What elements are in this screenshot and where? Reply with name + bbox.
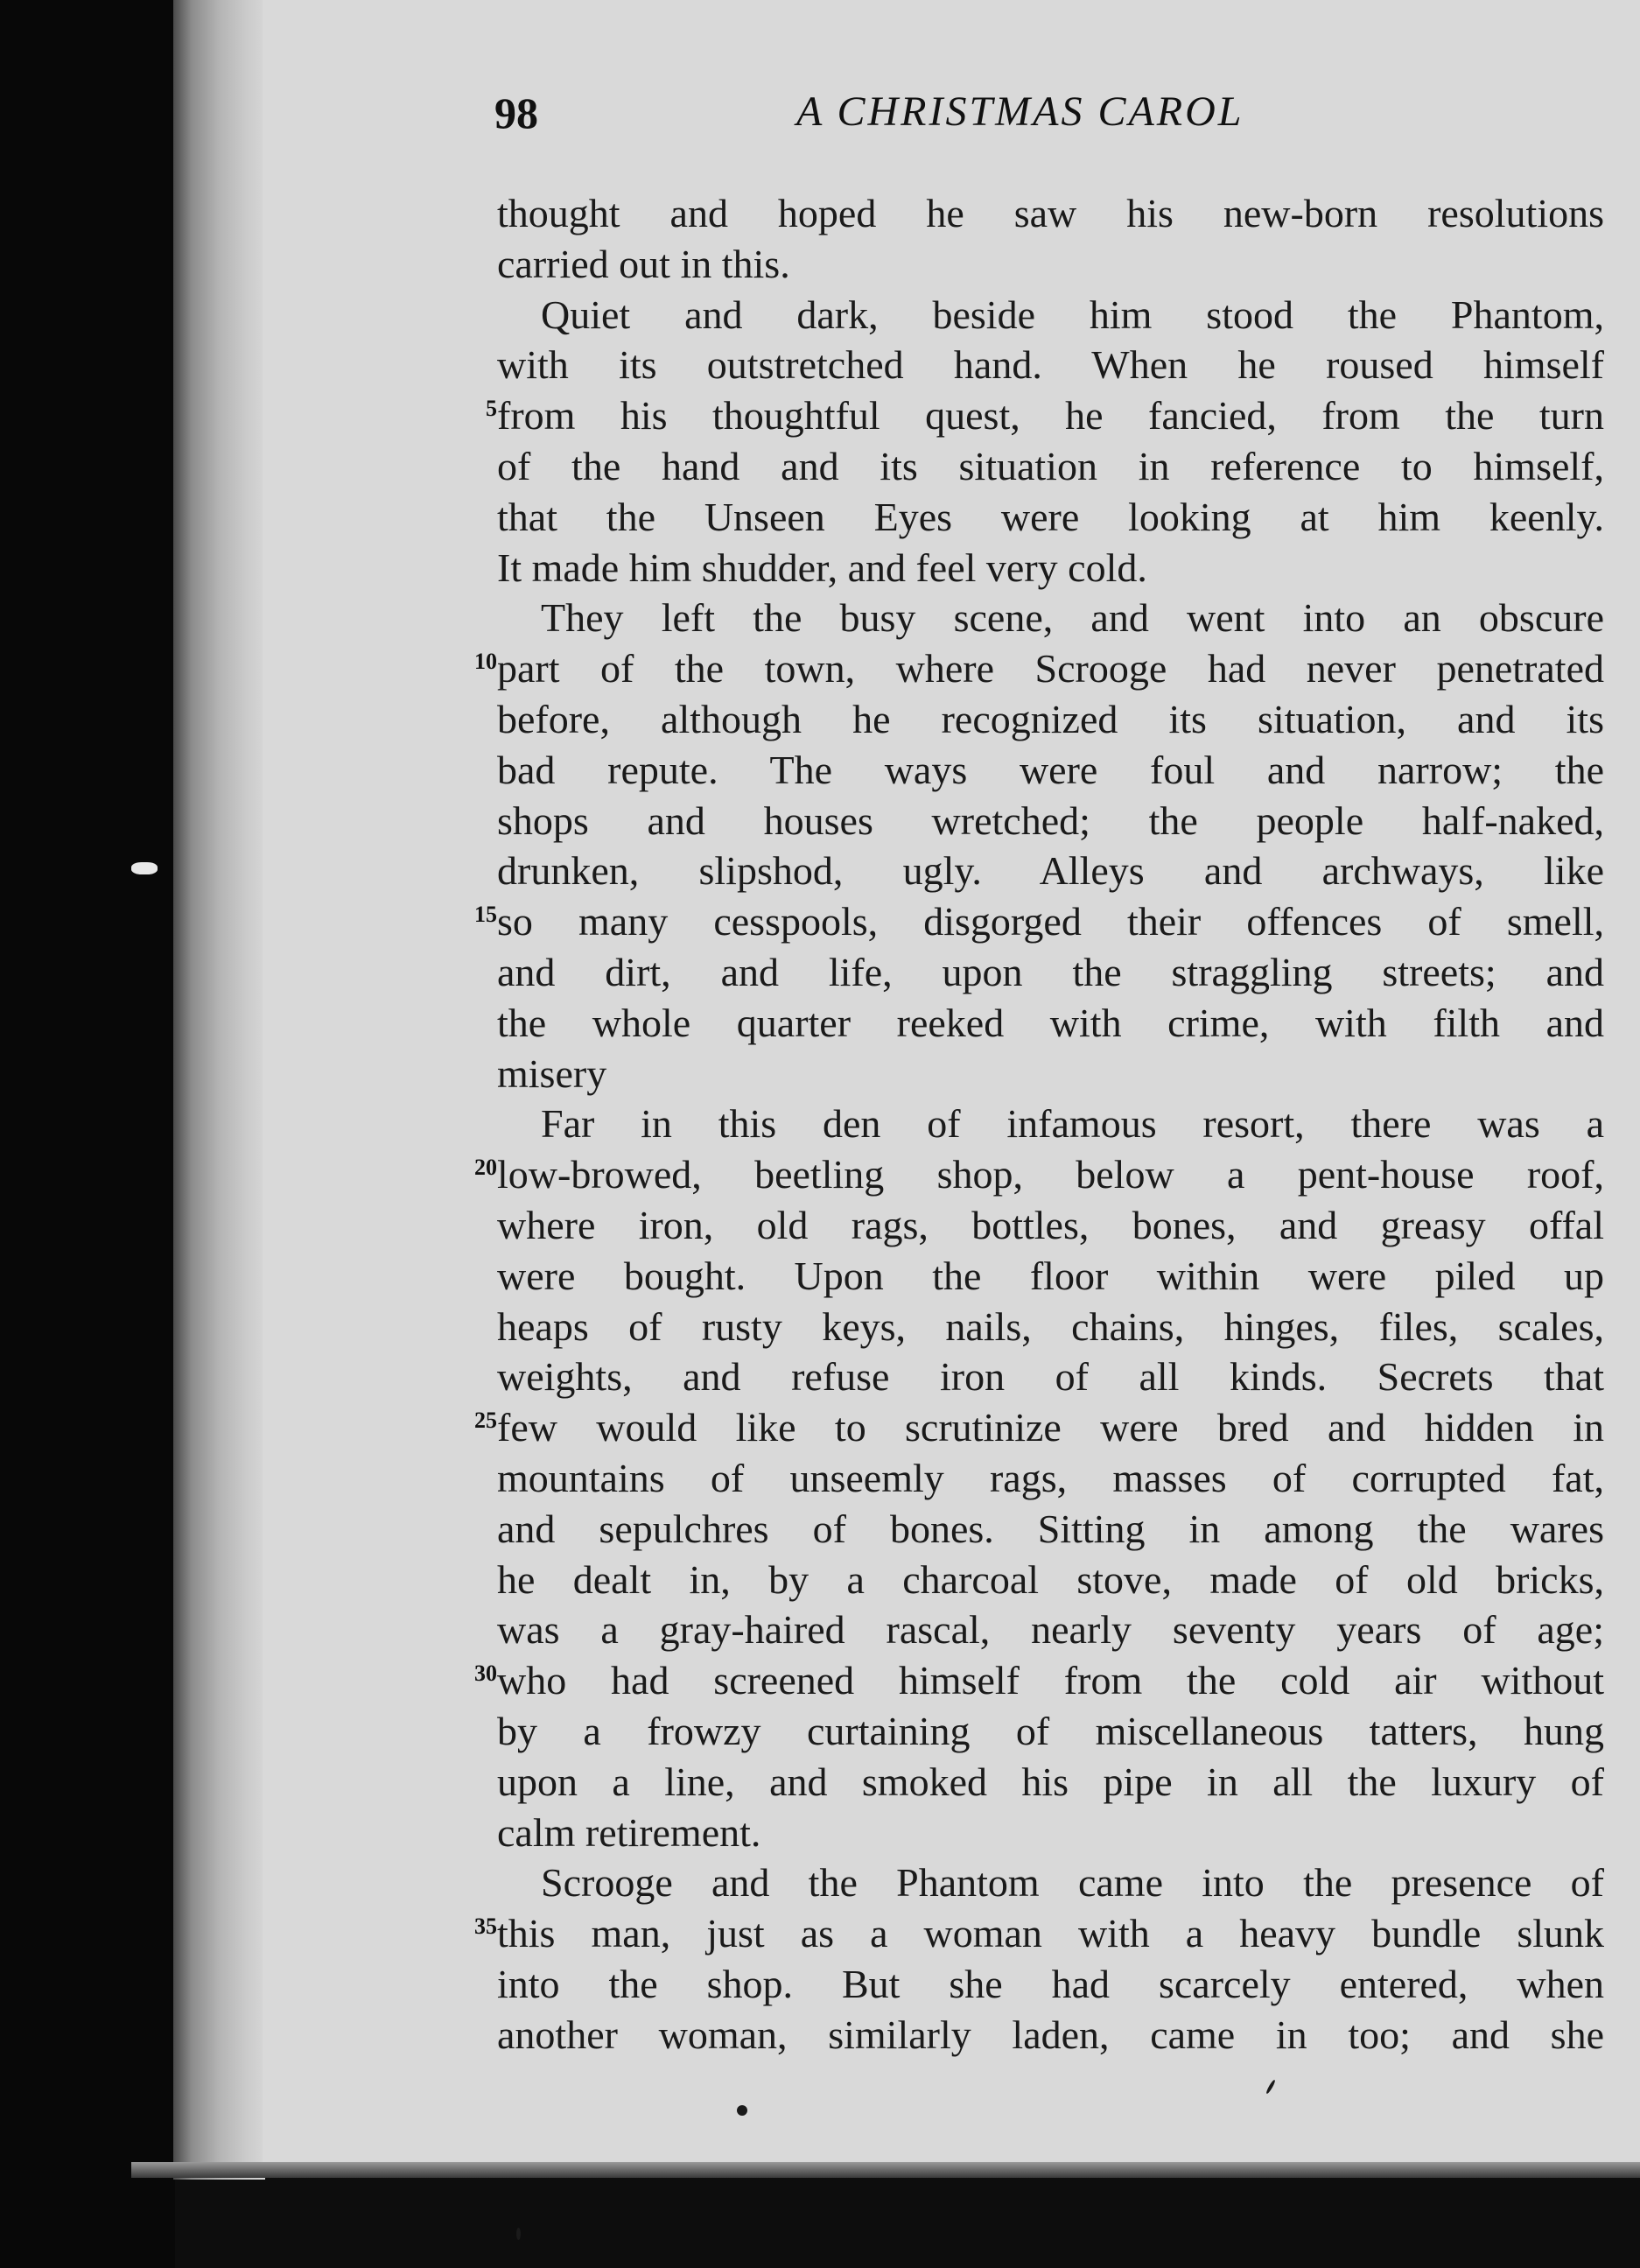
text-line: mountains of unseemly rags, masses of corrupted fat,: [497, 1456, 1604, 1500]
line-number: 35: [474, 1913, 497, 1939]
text-line: this man, just as a woman with a heavy bundle slunk: [497, 1911, 1604, 1956]
text-line: was a gray-haired rascal, nearly seventy years of age;: [497, 1607, 1604, 1652]
text-line: that the Unseen Eyes were looking at him keenly.: [497, 495, 1604, 539]
text-line: heaps of rusty keys, nails, chains, hinges, files, scales,: [497, 1304, 1604, 1349]
running-header: [0, 88, 1640, 149]
running-title: A CHRISTMAS CAROL: [796, 88, 1244, 135]
text-line: thought and hoped he saw his new-born resolutions: [497, 191, 1604, 235]
text-line: weights, and refuse iron of all kinds. Secrets that: [497, 1354, 1604, 1399]
text-line: It made him shudder, and feel very cold.: [497, 545, 1147, 590]
text-line: Scrooge and the Phantom came into the presence of: [541, 1860, 1604, 1905]
page-bottom-edge: [131, 2162, 1640, 2178]
text-line: into the shop. But she had scarcely entered, when: [497, 1962, 1604, 2006]
text-line: few would like to scrutinize were bred and hidden in: [497, 1405, 1604, 1450]
text-line: who had screened himself from the cold air without: [497, 1658, 1604, 1703]
text-line: carried out in this.: [497, 242, 790, 286]
text-line: were bought. Upon the floor within were piled up: [497, 1253, 1604, 1298]
page-number: 98: [494, 88, 538, 137]
line-number: 10: [474, 649, 497, 674]
text-line: Far in this den of infamous resort, there was a: [541, 1101, 1604, 1146]
text-line: bad repute. The ways were foul and narrow; the: [497, 748, 1604, 792]
text-line: part of the town, where Scrooge had never penetrated: [497, 646, 1604, 691]
scan-speck: [737, 2105, 747, 2116]
text-line: and dirt, and life, upon the straggling streets; and: [497, 950, 1604, 994]
scan-scuff: [131, 862, 158, 874]
text-line: calm retirement.: [497, 1810, 761, 1855]
book-gutter-shadow: [173, 0, 265, 2180]
text-line: another woman, similarly laden, came in too; and she: [497, 2012, 1604, 2057]
text-line: low-browed, beetling shop, below a pent-house roof,: [497, 1152, 1604, 1197]
text-line: Quiet and dark, beside him stood the Phantom,: [541, 292, 1604, 337]
text-line: before, although he recognized its situation, and its: [497, 697, 1604, 741]
text-line: he dealt in, by a charcoal stove, made of old bricks,: [497, 1557, 1604, 1602]
text-line: by a frowzy curtaining of miscellaneous tatters, hung: [497, 1709, 1604, 1753]
text-line: drunken, slipshod, ugly. Alleys and archways, like: [497, 848, 1604, 893]
text-line: and sepulchres of bones. Sitting in among the wares: [497, 1506, 1604, 1551]
line-number: 5: [486, 396, 497, 421]
text-line: the whole quarter reeked with crime, with filth and: [497, 1001, 1604, 1045]
line-number: 25: [474, 1408, 497, 1433]
line-number: 30: [474, 1661, 497, 1686]
text-line: with its outstretched hand. When he roused himself: [497, 342, 1604, 387]
text-line: so many cesspools, disgorged their offences of smell,: [497, 899, 1604, 944]
text-line: They left the busy scene, and went into an obscure: [541, 595, 1604, 640]
line-number: 15: [474, 902, 497, 927]
text-line: of the hand and its situation in reference to himself,: [497, 444, 1604, 488]
line-number: 20: [474, 1155, 497, 1180]
scan-black-margin: [0, 0, 175, 2268]
text-line: misery: [497, 1051, 607, 1096]
text-line: where iron, old rags, bottles, bones, and greasy offal: [497, 1203, 1604, 1247]
scan-speck: [516, 2228, 521, 2240]
text-line: from his thoughtful quest, he fancied, from the turn: [497, 393, 1604, 438]
text-line: shops and houses wretched; the people half-naked,: [497, 798, 1604, 843]
text-line: upon a line, and smoked his pipe in all the luxury of: [497, 1759, 1604, 1804]
